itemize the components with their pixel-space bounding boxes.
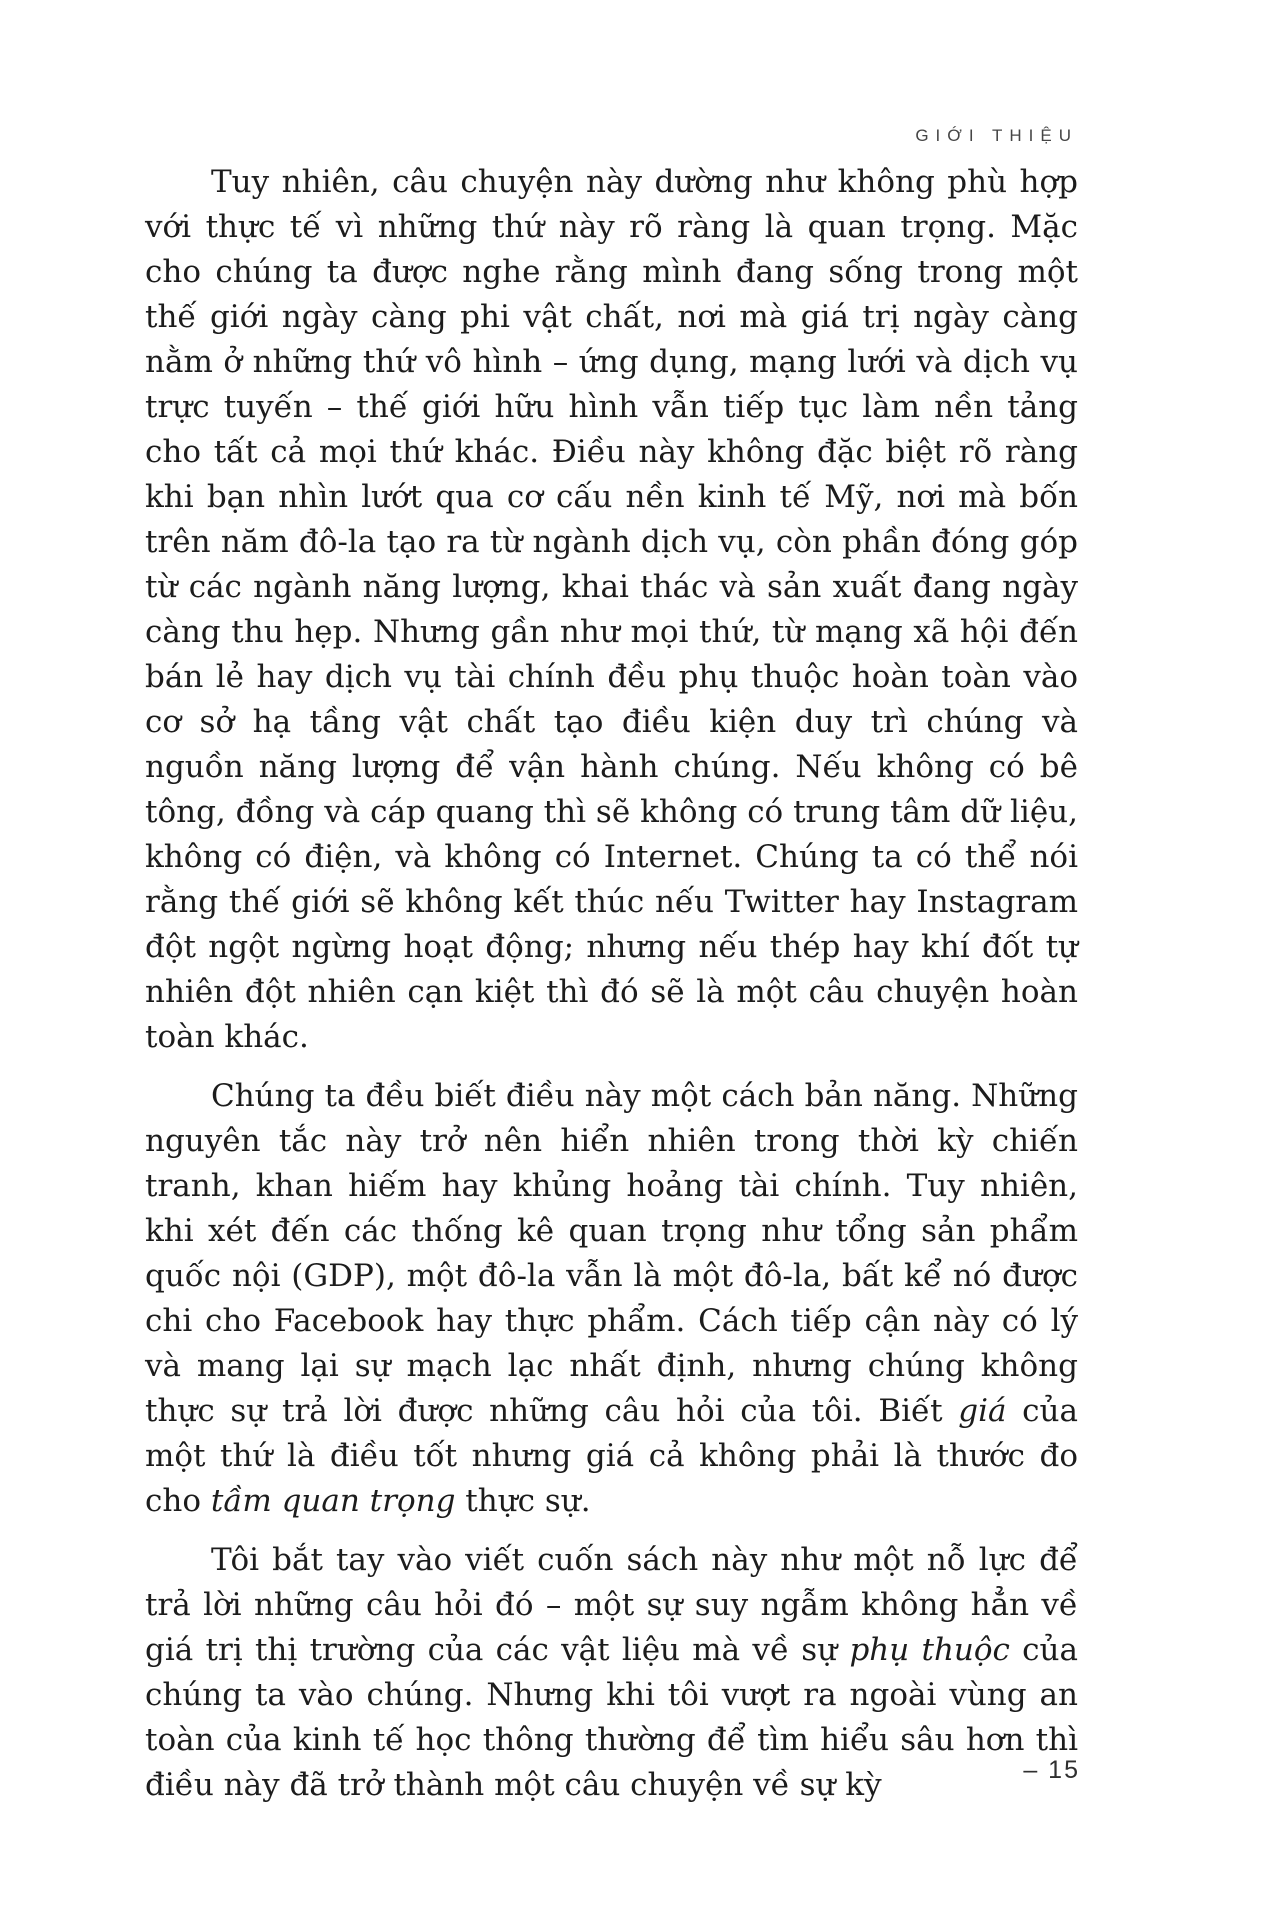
- page-body: [145, 160, 1078, 1822]
- paragraph: [145, 160, 1078, 1060]
- body-text: [145, 160, 1078, 1808]
- italic-text-run: tầm quan trọng: [210, 1483, 456, 1519]
- text-run: của chúng ta vào chúng. Nhưng khi tôi vượt ra ngoài vùng an toàn của kinh tế học thông thường để tìm hiểu sâu hơn thì điều này đã trở thành một câu chuyện về sự kỳ: [145, 1632, 1078, 1803]
- italic-text-run: giá: [958, 1393, 1007, 1429]
- text-run: của một thứ là điều tốt nhưng giá cả không phải là thước đo cho: [145, 1393, 1078, 1519]
- text-run: Tôi bắt tay vào viết cuốn sách này như một nỗ lực để trả lời những câu hỏi đó – một sự suy ngẫm không hẳn về giá trị thị trường của các vật liệu mà về sự: [145, 1542, 1078, 1668]
- paragraph: [145, 1074, 1078, 1524]
- text-run: thực sự.: [455, 1483, 591, 1519]
- italic-text-run: phụ thuộc: [849, 1632, 1010, 1668]
- running-header: GIỚI THIỆU: [915, 126, 1078, 145]
- page-number: – 15: [1023, 1756, 1080, 1784]
- text-run: Tuy nhiên, câu chuyện này dường như không phù hợp với thực tế vì những thứ này rõ ràng là quan trọng. Mặc cho chúng ta được nghe rằng mình đang sống trong một thế giới ngày càng phi vật chất, nơi mà giá trị ngày càng nằm ở những thứ vô hình – ứng dụng, mạng lưới và dịch vụ trực tuyến – thế giới hữu hình vẫn tiếp tục làm nền tảng cho tất cả mọi thứ khác. Điều này không đặc biệt rõ ràng khi bạn nhìn lướt qua cơ cấu nền kinh tế Mỹ, nơi mà bốn trên năm đô-la tạo ra từ ngành dịch vụ, còn phần đóng góp từ các ngành năng lượng, khai thác và sản xuất đang ngày càng thu hẹp. Nhưng gần như mọi thứ, từ mạng xã hội đến bán lẻ hay dịch vụ tài chính đều phụ thuộc hoàn toàn vào cơ sở hạ tầng vật chất tạo điều kiện duy trì chúng và nguồn năng lượng để vận hành chúng. Nếu không có bê tông, đồng và cáp quang thì sẽ không có trung tâm dữ liệu, không có điện, và không có Internet. Chúng ta có thể nói rằng thế giới sẽ không kết thúc nếu Twitter hay Instagram đột ngột ngừng hoạt động; nhưng nếu thép hay khí đốt tự nhiên đột nhiên cạn kiệt thì đó sẽ là một câu chuyện hoàn toàn khác.: [145, 164, 1078, 1055]
- text-run: Chúng ta đều biết điều này một cách bản năng. Những nguyên tắc này trở nên hiển nhiên trong thời kỳ chiến tranh, khan hiếm hay khủng hoảng tài chính. Tuy nhiên, khi xét đến các thống kê quan trọng như tổng sản phẩm quốc nội (GDP), một đô-la vẫn là một đô-la, bất kể nó được chi cho Facebook hay thực phẩm. Cách tiếp cận này có lý và mang lại sự mạch lạc nhất định, nhưng chúng không thực sự trả lời được những câu hỏi của tôi. Biết: [145, 1078, 1078, 1429]
- paragraph: [145, 1538, 1078, 1808]
